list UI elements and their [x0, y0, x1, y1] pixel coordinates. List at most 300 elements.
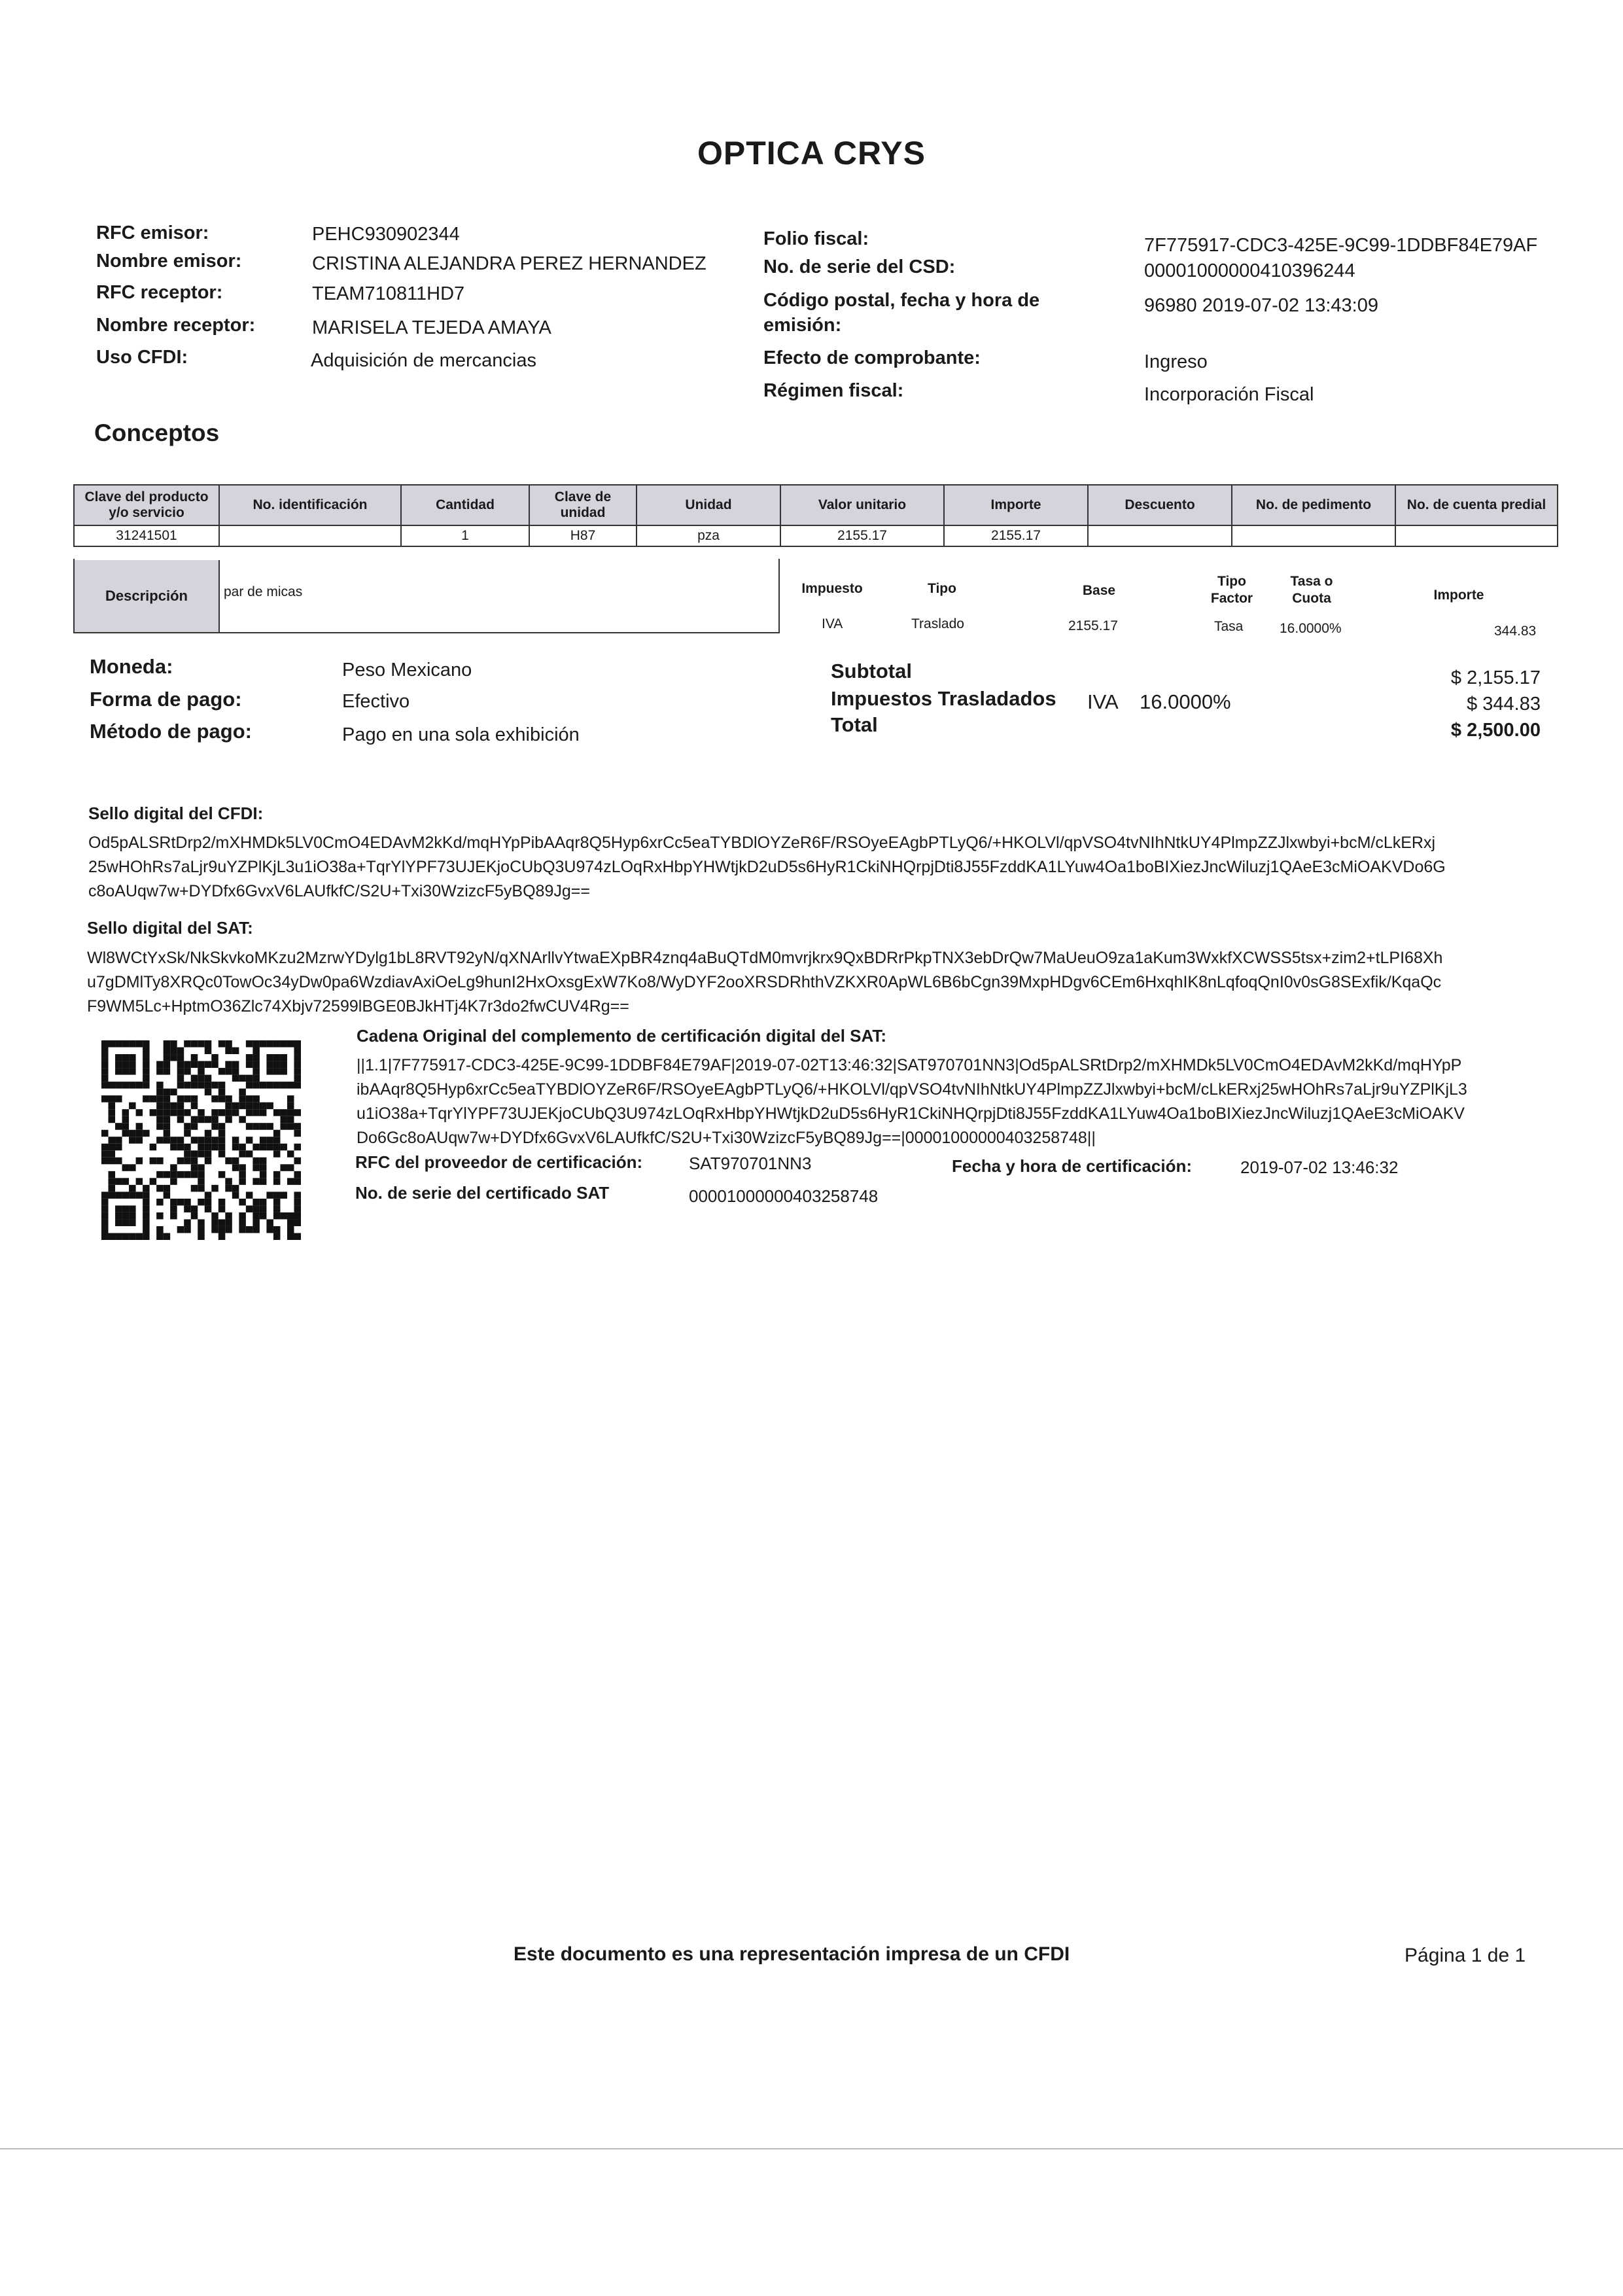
qr-module: [287, 1178, 294, 1185]
th-importe: Importe: [944, 485, 1088, 525]
qr-module: [170, 1205, 177, 1212]
qr-module: [122, 1205, 130, 1212]
qr-module: [164, 1123, 171, 1130]
qr-module: [191, 1205, 198, 1212]
iva-label: IVA: [1087, 690, 1119, 713]
cell-no-cuenta-predial: [1395, 525, 1558, 546]
qr-module: [253, 1212, 260, 1220]
nombre-receptor-label: Nombre receptor:: [96, 315, 256, 336]
qr-module: [143, 1219, 150, 1226]
qr-module: [211, 1054, 218, 1061]
qr-module: [101, 1157, 109, 1165]
qr-module: [211, 1144, 218, 1151]
nombre-receptor-value: MARISELA TEJEDA AMAYA: [312, 317, 551, 338]
qr-module: [191, 1082, 198, 1089]
tax-tipo-factor-value: Tasa: [1214, 619, 1244, 634]
qr-module: [177, 1226, 184, 1233]
qr-module: [266, 1068, 273, 1075]
qr-module: [150, 1178, 157, 1185]
qr-module: [218, 1199, 226, 1206]
qr-module: [211, 1109, 218, 1116]
qr-module: [101, 1212, 109, 1220]
qr-module: [239, 1116, 246, 1123]
qr-module: [109, 1144, 116, 1151]
qr-module: [225, 1157, 232, 1165]
cell-cantidad: 1: [401, 525, 529, 546]
sello-sat-line: Wl8WCtYxSk/NkSkvkoMKzu2MzrwYDylg1bL8RVT92yN/qXNArllvYtwaEXpBR4znq4aBuQTdM0mvrjkrx9QxBDRrPkpTNX3ebDrQw7MaUeuO9za1aKum3WxkfXCWSS5tsx+zim2+tLPI68Xh: [87, 949, 1443, 967]
qr-module: [156, 1082, 164, 1089]
qr-module: [266, 1054, 273, 1061]
qr-module: [239, 1103, 246, 1110]
qr-module: [205, 1061, 212, 1069]
qr-module: [184, 1171, 191, 1178]
qr-module: [280, 1116, 287, 1123]
qr-module: [232, 1144, 239, 1151]
fecha-certificacion-value: 2019-07-02 13:46:32: [1240, 1157, 1399, 1177]
qr-module: [129, 1185, 136, 1192]
qr-module: [294, 1219, 301, 1226]
qr-module: [205, 1144, 212, 1151]
qr-module: [218, 1137, 226, 1144]
qr-module: [260, 1040, 267, 1048]
qr-module: [101, 1130, 109, 1137]
qr-module: [101, 1199, 109, 1206]
qr-module: [273, 1212, 281, 1220]
qr-module: [239, 1144, 246, 1151]
cell-descuento: [1088, 525, 1232, 546]
cadena-line: u1iO38a+TqrYlYPF73UJEKjoCUbQ3U974zLOqRxHbpYHWtjkD2uD5s6HyR1CkiNHQrpjDti8J55FzddKA1LYuw4Oa1boBIXiezJncWiluzj1QAeE3cMiOAKV: [357, 1104, 1465, 1123]
total-label: Total: [831, 713, 878, 736]
qr-module: [239, 1199, 246, 1206]
qr-module: [177, 1137, 184, 1144]
tax-base-value: 2155.17: [1068, 618, 1118, 633]
qr-module: [225, 1226, 232, 1233]
qr-module: [177, 1199, 184, 1206]
qr-code: [101, 1040, 301, 1240]
qr-module: [164, 1137, 171, 1144]
qr-module: [164, 1089, 171, 1096]
qr-module: [150, 1095, 157, 1103]
subtotal-value: $ 2,155.17: [1450, 667, 1541, 688]
uso-cfdi-value: Adquisición de mercancias: [311, 350, 536, 371]
serie-csd-value: 00001000000410396244: [1144, 260, 1355, 281]
qr-module: [225, 1109, 232, 1116]
qr-module: [143, 1054, 150, 1061]
qr-module: [225, 1103, 232, 1110]
conceptos-table: [73, 484, 1558, 547]
tax-base-header: Base: [1082, 583, 1116, 598]
qr-module: [232, 1061, 239, 1069]
qr-module: [122, 1082, 130, 1089]
moneda-value: Peso Mexicano: [342, 660, 472, 680]
qr-module: [294, 1109, 301, 1116]
qr-module: [225, 1178, 232, 1185]
qr-module: [129, 1137, 136, 1144]
qr-module: [239, 1164, 246, 1171]
forma-pago-value: Efectivo: [342, 691, 410, 712]
qr-module: [129, 1061, 136, 1069]
qr-module: [198, 1068, 205, 1075]
qr-module: [273, 1137, 281, 1144]
qr-module: [170, 1164, 177, 1171]
qr-module: [115, 1137, 122, 1144]
serie-certificado-sat-label: No. de serie del certificado SAT: [355, 1183, 610, 1203]
metodo-pago-label: Método de pago:: [90, 720, 252, 743]
qr-module: [101, 1075, 109, 1082]
qr-module: [211, 1123, 218, 1130]
sello-sat-block: [87, 946, 1556, 1019]
tax-impuesto-header: Impuesto: [801, 581, 863, 596]
qr-module: [280, 1109, 287, 1116]
qr-module: [122, 1164, 130, 1171]
cadena-line: ibAAqr8Q5Hyp6xrCc5eaTYBDlOYZeR6F/RSOyeEAgbPTLyQ6/+HKOLVl/qpVSO4tvNIhNtkUY4PlmpZZJlxwbyi+bcM/cLkERxj25wHOhRs7aLjr9uYZPlKjL3: [357, 1080, 1467, 1099]
qr-module: [191, 1054, 198, 1061]
qr-module: [122, 1054, 130, 1061]
qr-module: [129, 1212, 136, 1220]
qr-module: [253, 1144, 260, 1151]
qr-module: [260, 1171, 267, 1178]
th-valor-unitario: Valor unitario: [780, 485, 944, 525]
th-clave-unidad: Clave de unidad: [529, 485, 637, 525]
qr-module: [211, 1137, 218, 1144]
qr-module: [122, 1116, 130, 1123]
qr-module: [109, 1095, 116, 1103]
qr-module: [101, 1095, 109, 1103]
qr-module: [156, 1233, 164, 1240]
qr-module: [294, 1157, 301, 1165]
qr-module: [191, 1185, 198, 1192]
sello-cfdi-line: Od5pALSRtDrp2/mXHMDk5LV0CmO4EDAvM2kKd/mqHYpPibAAqr8Q5Hyp6xrCc5eaTYBDlOYZeR6F/RSOyeEAgbPTLyQ6/+HKOLVl/qpVSO4tvNIhNtkUY4PlmpZZJlxwbyi+bcM/cLkERxj: [88, 834, 1436, 852]
qr-module: [115, 1219, 122, 1226]
qr-module: [205, 1048, 212, 1055]
qr-module: [294, 1130, 301, 1137]
qr-module: [122, 1109, 130, 1116]
qr-module: [170, 1144, 177, 1151]
qr-module: [218, 1040, 226, 1048]
qr-module: [294, 1054, 301, 1061]
qr-module: [191, 1116, 198, 1123]
cadena-original-block: [357, 1053, 1560, 1150]
qr-module: [253, 1226, 260, 1233]
qr-module: [205, 1192, 212, 1199]
qr-module: [109, 1192, 116, 1199]
qr-module: [294, 1212, 301, 1220]
qr-module: [143, 1040, 150, 1048]
qr-module: [294, 1192, 301, 1199]
qr-module: [156, 1123, 164, 1130]
qr-module: [136, 1040, 143, 1048]
qr-module: [150, 1109, 157, 1116]
qr-module: [232, 1048, 239, 1055]
qr-module: [170, 1048, 177, 1055]
qr-module: [177, 1157, 184, 1165]
qr-module: [115, 1144, 122, 1151]
qr-module: [266, 1040, 273, 1048]
qr-module: [136, 1130, 143, 1137]
qr-module: [287, 1103, 294, 1110]
rfc-receptor-label: RFC receptor:: [96, 282, 223, 303]
qr-module: [253, 1123, 260, 1130]
table-row: [74, 525, 1558, 546]
qr-module: [287, 1226, 294, 1233]
qr-module: [156, 1089, 164, 1096]
qr-module: [184, 1130, 191, 1137]
tax-tasa-header: Tasa o Cuota: [1290, 574, 1333, 606]
qr-module: [184, 1144, 191, 1151]
cadena-original-label: Cadena Original del complemento de certificación digital del SAT:: [357, 1026, 887, 1046]
qr-module: [225, 1185, 232, 1192]
qr-module: [170, 1171, 177, 1178]
qr-module: [177, 1061, 184, 1069]
qr-module: [101, 1082, 109, 1089]
qr-module: [211, 1082, 218, 1089]
qr-module: [156, 1185, 164, 1192]
qr-module: [198, 1137, 205, 1144]
qr-module: [287, 1233, 294, 1240]
qr-module: [260, 1205, 267, 1212]
qr-module: [115, 1205, 122, 1212]
qr-module: [177, 1171, 184, 1178]
qr-module: [260, 1109, 267, 1116]
qr-module: [232, 1068, 239, 1075]
qr-module: [239, 1178, 246, 1185]
qr-module: [273, 1130, 281, 1137]
qr-module: [101, 1068, 109, 1075]
qr-module: [115, 1040, 122, 1048]
qr-module: [101, 1054, 109, 1061]
qr-module: [211, 1061, 218, 1069]
qr-module: [273, 1040, 281, 1048]
qr-module: [239, 1095, 246, 1103]
qr-module: [225, 1040, 232, 1048]
qr-module: [170, 1040, 177, 1048]
qr-module: [287, 1212, 294, 1220]
qr-module: [184, 1219, 191, 1226]
qr-module: [273, 1144, 281, 1151]
qr-module: [246, 1150, 253, 1157]
efecto-value: Ingreso: [1144, 351, 1208, 372]
qr-module: [170, 1212, 177, 1220]
qr-module: [136, 1082, 143, 1089]
qr-module: [164, 1192, 171, 1199]
qr-module: [218, 1219, 226, 1226]
qr-module: [198, 1150, 205, 1157]
qr-module: [280, 1192, 287, 1199]
qr-module: [156, 1137, 164, 1144]
table-header-row: [74, 485, 1558, 525]
qr-module: [170, 1137, 177, 1144]
qr-module: [101, 1040, 109, 1048]
descripcion-label: Descripción: [75, 560, 220, 632]
qr-module: [177, 1103, 184, 1110]
qr-module: [239, 1226, 246, 1233]
qr-module: [253, 1109, 260, 1116]
cadena-line: Do6Gc8oAUqw7w+DYDfx6GvxV6LAUfkfC/S2U+Txi30WzizcF5yBQ89Jg==|00001000000403258748||: [357, 1129, 1096, 1147]
qr-module: [253, 1054, 260, 1061]
qr-module: [294, 1178, 301, 1185]
qr-module: [129, 1164, 136, 1171]
qr-module: [218, 1130, 226, 1137]
qr-module: [122, 1178, 130, 1185]
qr-module: [253, 1061, 260, 1069]
qr-module: [294, 1199, 301, 1206]
qr-module: [164, 1095, 171, 1103]
cell-clave-unidad: H87: [529, 525, 637, 546]
qr-module: [287, 1123, 294, 1130]
qr-module: [184, 1061, 191, 1069]
qr-module: [260, 1212, 267, 1220]
qr-module: [287, 1040, 294, 1048]
qr-module: [122, 1068, 130, 1075]
qr-module: [205, 1199, 212, 1206]
total-value: $ 2,500.00: [1450, 720, 1541, 741]
qr-module: [191, 1103, 198, 1110]
qr-module: [101, 1144, 109, 1151]
qr-module: [232, 1157, 239, 1165]
qr-module: [164, 1103, 171, 1110]
qr-module: [164, 1116, 171, 1123]
qr-module: [260, 1103, 267, 1110]
qr-module: [177, 1068, 184, 1075]
tax-tipo-value: Traslado: [911, 616, 964, 631]
qr-module: [156, 1103, 164, 1110]
qr-module: [273, 1233, 281, 1240]
folio-fiscal-value: 7F775917-CDC3-425E-9C99-1DDBF84E79AF: [1144, 235, 1538, 256]
qr-module: [109, 1178, 116, 1185]
qr-module: [198, 1178, 205, 1185]
tax-tipo-factor-header: Tipo Factor: [1210, 574, 1253, 606]
nombre-emisor-label: Nombre emisor:: [96, 251, 242, 272]
qr-module: [156, 1226, 164, 1233]
qr-module: [205, 1075, 212, 1082]
qr-module: [273, 1109, 281, 1116]
qr-module: [129, 1054, 136, 1061]
qr-module: [253, 1164, 260, 1171]
cell-unidad: pza: [637, 525, 780, 546]
qr-module: [143, 1233, 150, 1240]
qr-module: [239, 1171, 246, 1178]
qr-module: [156, 1095, 164, 1103]
qr-module: [246, 1192, 253, 1199]
qr-module: [164, 1109, 171, 1116]
qr-module: [273, 1068, 281, 1075]
qr-module: [205, 1089, 212, 1096]
qr-module: [191, 1212, 198, 1220]
serie-csd-label: No. de serie del CSD:: [763, 256, 956, 277]
qr-module: [266, 1123, 273, 1130]
qr-module: [198, 1082, 205, 1089]
qr-module: [246, 1103, 253, 1110]
qr-module: [129, 1219, 136, 1226]
qr-module: [143, 1068, 150, 1075]
qr-module: [143, 1048, 150, 1055]
qr-module: [191, 1075, 198, 1082]
qr-module: [109, 1185, 116, 1192]
qr-module: [273, 1192, 281, 1199]
cp-fecha-label-1: Código postal, fecha y hora de: [763, 290, 1040, 311]
qr-module: [136, 1178, 143, 1185]
qr-module: [198, 1109, 205, 1116]
qr-module: [164, 1171, 171, 1178]
qr-module: [280, 1054, 287, 1061]
qr-module: [273, 1171, 281, 1178]
qr-module: [294, 1040, 301, 1048]
rfc-proveedor-value: SAT970701NN3: [689, 1154, 812, 1173]
metodo-pago-value: Pago en una sola exhibición: [342, 724, 580, 745]
qr-module: [205, 1040, 212, 1048]
qr-module: [260, 1164, 267, 1171]
qr-module: [266, 1226, 273, 1233]
qr-module: [294, 1205, 301, 1212]
qr-module: [156, 1199, 164, 1206]
qr-module: [164, 1185, 171, 1192]
qr-module: [239, 1075, 246, 1082]
qr-module: [164, 1054, 171, 1061]
qr-module: [109, 1109, 116, 1116]
regimen-label: Régimen fiscal:: [763, 380, 904, 401]
qr-module: [164, 1068, 171, 1075]
qr-module: [294, 1233, 301, 1240]
th-unidad: Unidad: [637, 485, 780, 525]
qr-module: [273, 1082, 281, 1089]
qr-module: [184, 1157, 191, 1165]
qr-module: [143, 1061, 150, 1069]
qr-module: [191, 1157, 198, 1165]
qr-module: [136, 1192, 143, 1199]
qr-module: [205, 1157, 212, 1165]
qr-module: [205, 1130, 212, 1137]
qr-module: [246, 1095, 253, 1103]
qr-module: [225, 1219, 232, 1226]
qr-module: [170, 1178, 177, 1185]
qr-module: [184, 1068, 191, 1075]
qr-module: [129, 1192, 136, 1199]
qr-module: [225, 1095, 232, 1103]
qr-module: [170, 1089, 177, 1096]
qr-module: [273, 1226, 281, 1233]
qr-module: [273, 1178, 281, 1185]
qr-module: [115, 1157, 122, 1165]
qr-module: [246, 1137, 253, 1144]
qr-module: [246, 1109, 253, 1116]
qr-module: [239, 1089, 246, 1096]
qr-module: [246, 1054, 253, 1061]
forma-pago-label: Forma de pago:: [90, 688, 242, 711]
qr-module: [232, 1137, 239, 1144]
rfc-receptor-value: TEAM710811HD7: [312, 283, 465, 304]
qr-module: [266, 1103, 273, 1110]
qr-module: [211, 1219, 218, 1226]
qr-module: [122, 1219, 130, 1226]
qr-module: [260, 1157, 267, 1165]
qr-module: [205, 1137, 212, 1144]
qr-module: [143, 1075, 150, 1082]
qr-module: [232, 1185, 239, 1192]
qr-module: [253, 1103, 260, 1110]
qr-module: [253, 1157, 260, 1165]
qr-module: [101, 1192, 109, 1199]
qr-module: [260, 1199, 267, 1206]
qr-module: [225, 1068, 232, 1075]
qr-module: [129, 1082, 136, 1089]
tax-tasa-value: 16.0000%: [1280, 621, 1342, 636]
qr-module: [232, 1109, 239, 1116]
regimen-value: Incorporación Fiscal: [1144, 384, 1314, 405]
qr-module: [143, 1199, 150, 1206]
cell-valor-unitario: 2155.17: [780, 525, 944, 546]
qr-module: [101, 1150, 109, 1157]
qr-module: [211, 1226, 218, 1233]
